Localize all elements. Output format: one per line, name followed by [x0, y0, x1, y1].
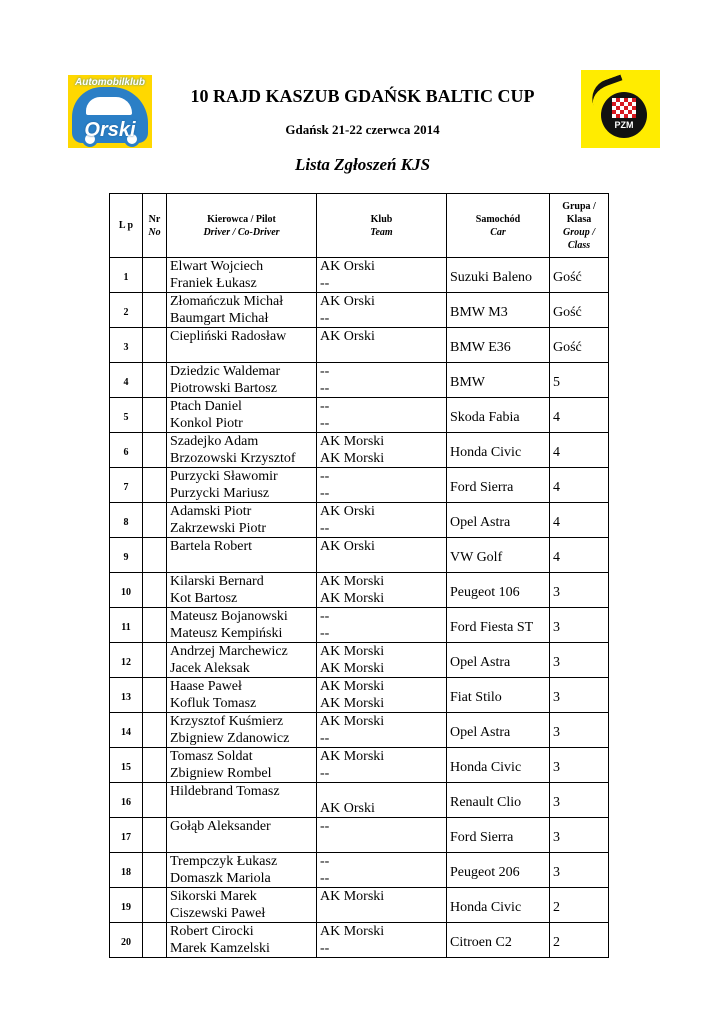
table-row	[110, 923, 609, 958]
codriver-name: Jacek Aleksak	[170, 661, 250, 676]
driver-club: --	[320, 854, 330, 869]
row-driver	[167, 923, 317, 958]
table-row	[110, 818, 609, 853]
row-nr	[143, 398, 167, 433]
row-driver	[167, 783, 317, 818]
row-car: Opel Astra	[447, 503, 550, 538]
codriver-name: Ciszewski Paweł	[170, 906, 266, 921]
driver-club	[320, 783, 443, 800]
row-car: Ford Sierra	[447, 468, 550, 503]
driver-name: Dziedzic Waldemar	[170, 364, 281, 379]
row-car: Ford Sierra	[447, 818, 550, 853]
row-club	[317, 468, 447, 503]
row-driver	[167, 258, 317, 293]
driver-club: AK Morski	[320, 749, 385, 764]
driver-name: Trempczyk Łukasz	[170, 854, 278, 869]
row-nr	[143, 888, 167, 923]
row-nr	[143, 538, 167, 573]
row-lp: 2	[110, 293, 143, 328]
row-car: Renault Clio	[447, 783, 550, 818]
row-class: 3	[550, 608, 609, 643]
row-class: 4	[550, 538, 609, 573]
col-header-car: Samochód Car	[447, 194, 550, 258]
driver-name: Andrzej Marchewicz	[170, 644, 288, 659]
row-lp: 18	[110, 853, 143, 888]
driver-name: Krzysztof Kuśmierz	[170, 714, 284, 729]
codriver-club	[320, 555, 443, 572]
row-driver	[167, 888, 317, 923]
driver-club: AK Morski	[320, 434, 385, 449]
codriver-club: AK Orski	[320, 801, 375, 816]
driver-name: Szadejko Adam	[170, 434, 259, 449]
driver-club: AK Orski	[320, 259, 375, 274]
codriver-name: Franiek Łukasz	[170, 276, 257, 291]
driver-name: Haase Paweł	[170, 679, 242, 694]
driver-club: --	[320, 609, 330, 624]
row-nr	[143, 573, 167, 608]
codriver-club: AK Morski	[320, 661, 385, 676]
codriver-name: Marek Kamzelski	[170, 941, 270, 956]
row-lp: 12	[110, 643, 143, 678]
row-car: Peugeot 106	[447, 573, 550, 608]
row-class: Gość	[550, 293, 609, 328]
row-class: 3	[550, 713, 609, 748]
table-row	[110, 888, 609, 923]
table-row	[110, 398, 609, 433]
table-row	[110, 538, 609, 573]
row-car: Ford Fiesta ST	[447, 608, 550, 643]
row-class: 5	[550, 363, 609, 398]
row-lp: 1	[110, 258, 143, 293]
driver-club: AK Morski	[320, 679, 385, 694]
codriver-club: --	[320, 731, 330, 746]
driver-club: AK Morski	[320, 889, 385, 904]
row-nr	[143, 363, 167, 398]
codriver-club	[320, 835, 443, 852]
driver-name: Elwart Wojciech	[170, 259, 264, 274]
driver-name: Mateusz Bojanowski	[170, 609, 288, 624]
driver-name: Kilarski Bernard	[170, 574, 264, 589]
row-car: BMW	[447, 363, 550, 398]
row-club	[317, 503, 447, 538]
row-driver	[167, 538, 317, 573]
row-driver	[167, 818, 317, 853]
codriver-club: --	[320, 416, 330, 431]
row-nr	[143, 713, 167, 748]
row-club	[317, 818, 447, 853]
codriver-club: --	[320, 381, 330, 396]
row-nr	[143, 748, 167, 783]
row-car: Peugeot 206	[447, 853, 550, 888]
row-car: Honda Civic	[447, 748, 550, 783]
entry-list-table	[109, 193, 609, 958]
row-car: Skoda Fabia	[447, 398, 550, 433]
codriver-club	[320, 345, 443, 362]
row-class: 2	[550, 888, 609, 923]
row-driver	[167, 468, 317, 503]
row-class: Gość	[550, 258, 609, 293]
logo-left-top-text: Automobilklub	[75, 77, 145, 88]
row-club	[317, 608, 447, 643]
row-nr	[143, 258, 167, 293]
driver-club: AK Morski	[320, 574, 385, 589]
codriver-name: Zbigniew Zdanowicz	[170, 731, 290, 746]
row-class: Gość	[550, 328, 609, 363]
driver-name: Ciepliński Radosław	[170, 329, 287, 344]
driver-name: Hildebrand Tomasz	[170, 784, 280, 799]
row-nr	[143, 853, 167, 888]
row-class: 3	[550, 853, 609, 888]
row-club	[317, 363, 447, 398]
row-driver	[167, 643, 317, 678]
row-nr	[143, 608, 167, 643]
row-nr	[143, 818, 167, 853]
row-class: 4	[550, 468, 609, 503]
row-lp: 5	[110, 398, 143, 433]
row-nr	[143, 503, 167, 538]
logo-right-text: PZM	[614, 120, 634, 130]
table-row	[110, 503, 609, 538]
row-class: 3	[550, 573, 609, 608]
codriver-name: Zbigniew Rombel	[170, 766, 272, 781]
table-row	[110, 468, 609, 503]
codriver-name: Piotrowski Bartosz	[170, 381, 277, 396]
table-row	[110, 643, 609, 678]
col-header-nr: Nr No	[143, 194, 167, 258]
row-club	[317, 713, 447, 748]
row-club	[317, 328, 447, 363]
row-lp: 10	[110, 573, 143, 608]
row-driver	[167, 363, 317, 398]
codriver-name: Brzozowski Krzysztof	[170, 451, 296, 466]
codriver-club: --	[320, 521, 330, 536]
row-car: Opel Astra	[447, 643, 550, 678]
row-lp: 16	[110, 783, 143, 818]
row-car: BMW E36	[447, 328, 550, 363]
row-nr	[143, 293, 167, 328]
codriver-name: Konkol Piotr	[170, 416, 243, 431]
codriver-club	[320, 905, 443, 922]
driver-club: AK Morski	[320, 714, 385, 729]
row-nr	[143, 328, 167, 363]
codriver-club: --	[320, 626, 330, 641]
row-lp: 7	[110, 468, 143, 503]
table-row	[110, 433, 609, 468]
row-lp: 8	[110, 503, 143, 538]
row-class: 2	[550, 923, 609, 958]
codriver-club: AK Morski	[320, 591, 385, 606]
table-row	[110, 678, 609, 713]
col-header-lp: L p	[110, 194, 143, 258]
col-header-club: Klub Team	[317, 194, 447, 258]
driver-club: --	[320, 469, 330, 484]
driver-club: --	[320, 819, 330, 834]
row-car: Citroen C2	[447, 923, 550, 958]
codriver-name	[170, 555, 313, 572]
row-class: 3	[550, 818, 609, 853]
row-lp: 11	[110, 608, 143, 643]
driver-name: Purzycki Sławomir	[170, 469, 278, 484]
row-car: VW Golf	[447, 538, 550, 573]
col-header-class: Grupa / Klasa Group / Class	[550, 194, 609, 258]
col-header-driver: Kierowca / Pilot Driver / Co-Driver	[167, 194, 317, 258]
row-driver	[167, 328, 317, 363]
row-nr	[143, 678, 167, 713]
table-row	[110, 293, 609, 328]
row-lp: 14	[110, 713, 143, 748]
row-car: BMW M3	[447, 293, 550, 328]
row-class: 4	[550, 503, 609, 538]
row-club	[317, 643, 447, 678]
codriver-name: Domaszk Mariola	[170, 871, 271, 886]
codriver-name	[170, 800, 313, 817]
driver-name: Gołąb Aleksander	[170, 819, 271, 834]
row-nr	[143, 923, 167, 958]
row-club	[317, 433, 447, 468]
row-class: 4	[550, 433, 609, 468]
row-club	[317, 398, 447, 433]
driver-name: Bartela Robert	[170, 539, 253, 554]
driver-name: Złomańczuk Michał	[170, 294, 284, 309]
row-nr	[143, 433, 167, 468]
codriver-club: --	[320, 871, 330, 886]
table-row	[110, 573, 609, 608]
driver-club: AK Orski	[320, 504, 375, 519]
row-nr	[143, 783, 167, 818]
row-club	[317, 573, 447, 608]
row-club	[317, 748, 447, 783]
driver-club: --	[320, 399, 330, 414]
row-class: 3	[550, 643, 609, 678]
table-row	[110, 853, 609, 888]
row-driver	[167, 433, 317, 468]
driver-club: AK Orski	[320, 294, 375, 309]
row-lp: 3	[110, 328, 143, 363]
driver-club: --	[320, 364, 330, 379]
row-lp: 6	[110, 433, 143, 468]
row-driver	[167, 713, 317, 748]
table-row	[110, 258, 609, 293]
driver-club: AK Orski	[320, 329, 375, 344]
driver-name: Tomasz Soldat	[170, 749, 253, 764]
codriver-club: --	[320, 766, 330, 781]
driver-name: Robert Cirocki	[170, 924, 254, 939]
codriver-name: Baumgart Michał	[170, 311, 269, 326]
codriver-name: Kofluk Tomasz	[170, 696, 257, 711]
table-header-row	[110, 194, 609, 258]
row-club	[317, 783, 447, 818]
driver-club: AK Orski	[320, 539, 375, 554]
row-class: 4	[550, 398, 609, 433]
row-car: Honda Civic	[447, 433, 550, 468]
logo-left-bottom-text: Orski	[84, 119, 136, 141]
row-lp: 19	[110, 888, 143, 923]
row-club	[317, 923, 447, 958]
row-lp: 15	[110, 748, 143, 783]
event-date: Gdańsk 21-22 czerwca 2014	[285, 122, 440, 137]
row-club	[317, 258, 447, 293]
table-row	[110, 713, 609, 748]
codriver-club: --	[320, 311, 330, 326]
codriver-name: Mateusz Kempiński	[170, 626, 283, 641]
row-lp: 20	[110, 923, 143, 958]
driver-name: Ptach Daniel	[170, 399, 242, 414]
row-driver	[167, 503, 317, 538]
row-driver	[167, 293, 317, 328]
codriver-club: --	[320, 276, 330, 291]
row-driver	[167, 678, 317, 713]
row-driver	[167, 853, 317, 888]
row-car: Suzuki Baleno	[447, 258, 550, 293]
row-driver	[167, 398, 317, 433]
codriver-club: AK Morski	[320, 696, 385, 711]
row-driver	[167, 608, 317, 643]
row-club	[317, 853, 447, 888]
codriver-name	[170, 835, 313, 852]
codriver-club: AK Morski	[320, 451, 385, 466]
codriver-name: Kot Bartosz	[170, 591, 238, 606]
table-row	[110, 363, 609, 398]
codriver-club: --	[320, 941, 330, 956]
codriver-name	[170, 345, 313, 362]
row-club	[317, 538, 447, 573]
driver-name: Sikorski Marek	[170, 889, 257, 904]
row-nr	[143, 643, 167, 678]
page-title: 10 RAJD KASZUB GDAŃSK BALTIC CUP	[190, 86, 535, 106]
table-body	[110, 258, 609, 958]
row-lp: 17	[110, 818, 143, 853]
table-row	[110, 748, 609, 783]
table-row	[110, 783, 609, 818]
codriver-club: --	[320, 486, 330, 501]
row-club	[317, 293, 447, 328]
row-nr	[143, 468, 167, 503]
row-lp: 9	[110, 538, 143, 573]
row-class: 3	[550, 783, 609, 818]
row-lp: 13	[110, 678, 143, 713]
row-class: 3	[550, 678, 609, 713]
driver-club: AK Morski	[320, 924, 385, 939]
row-car: Fiat Stilo	[447, 678, 550, 713]
row-lp: 4	[110, 363, 143, 398]
row-club	[317, 888, 447, 923]
driver-club: AK Morski	[320, 644, 385, 659]
list-title: Lista Zgłoszeń KJS	[294, 155, 431, 174]
driver-name: Adamski Piotr	[170, 504, 252, 519]
table-row	[110, 608, 609, 643]
row-driver	[167, 748, 317, 783]
row-club	[317, 678, 447, 713]
row-driver	[167, 573, 317, 608]
codriver-name: Purzycki Mariusz	[170, 486, 270, 501]
codriver-name: Zakrzewski Piotr	[170, 521, 267, 536]
row-car: Opel Astra	[447, 713, 550, 748]
row-class: 3	[550, 748, 609, 783]
row-car: Honda Civic	[447, 888, 550, 923]
table-row	[110, 328, 609, 363]
